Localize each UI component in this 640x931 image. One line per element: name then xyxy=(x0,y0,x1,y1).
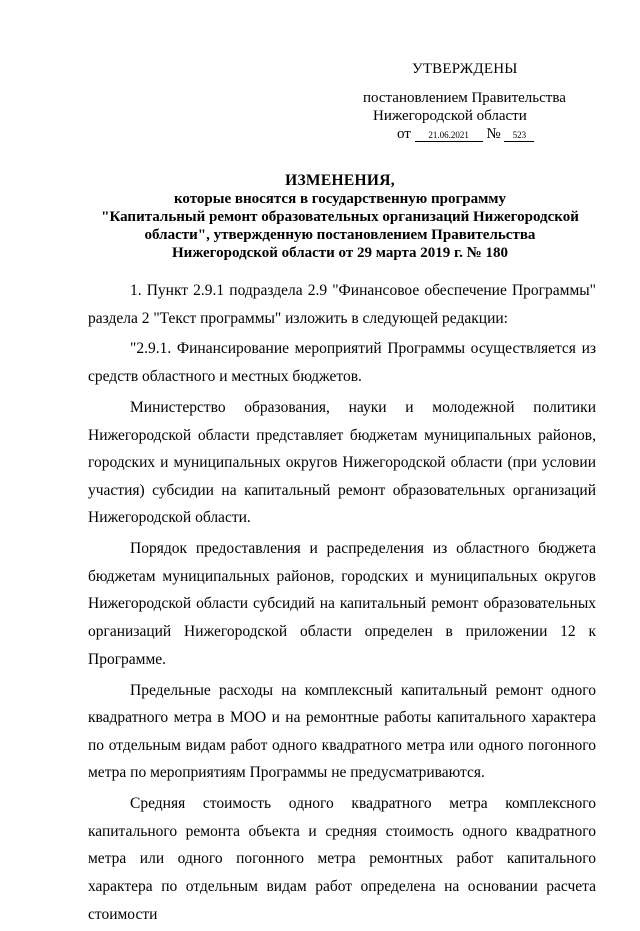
heading-title: ИЗМЕНЕНИЯ, xyxy=(285,172,395,189)
approval-date: 21.06.2021 xyxy=(415,129,483,142)
approval-line-2: Нижегородской области xyxy=(373,108,527,124)
approval-from-label: от xyxy=(397,126,411,142)
heading-line-3: "Капитальный ремонт образовательных организаций Нижегородской xyxy=(101,209,579,225)
approval-number: 523 xyxy=(504,129,534,142)
paragraph: Средняя стоимость одного квадратного метра комплексного капитального ремонта объекта и средняя стоимость одного квадратного метра или одного погонного метра ремонтных работ капитального характера по отдельным видам работ определена на основании расчета стоимости xyxy=(88,795,596,923)
approval-line-1: постановлением Правительства xyxy=(363,90,566,106)
document-body xyxy=(88,277,596,931)
heading-line-5: Нижегородской области от 29 марта 2019 г. № 180 xyxy=(172,245,508,261)
document-heading xyxy=(80,172,600,262)
approval-date-number-line xyxy=(397,125,534,143)
paragraph: Министерство образования, науки и молодежной политики Нижегородской области представляет бюджетам муниципальных районов, городских и муниципальных округов Нижегородской области (при условии участия) субсидии на капитальный ремонт образовательных организаций Нижегородской области. xyxy=(88,398,596,527)
heading-line-4: области", утвержденную постановлением Правительства xyxy=(144,227,536,243)
approval-title: УТВЕРЖДЕНЫ xyxy=(412,61,518,77)
heading-line-2: которые вносятся в государственную программу xyxy=(173,191,507,207)
paragraph: "2.9.1. Финансирование мероприятий Программы осуществляется из средств областного и местных бюджетов. xyxy=(88,340,596,386)
approval-number-label: № xyxy=(486,126,501,142)
paragraph: Порядок предоставления и распределения из областного бюджета бюджетам муниципальных районов, городских и муниципальных округов Нижегородской области субсидий на капитальный ремонт образовательных организаций Нижегородской области определен в приложении 12 к Программе. xyxy=(88,540,596,668)
paragraph: 1. Пункт 2.9.1 подраздела 2.9 "Финансовое обеспечение Программы" раздела 2 "Текст программы" изложить в следующей редакции: xyxy=(88,282,596,327)
paragraph: Предельные расходы на комплексный капитальный ремонт одного квадратного метра в МОО и на ремонтные работы капитального характера по отдельным видам работ одного квадратного метра или одного погонного метра по мероприятиям Программы не предусматриваются. xyxy=(88,681,596,782)
